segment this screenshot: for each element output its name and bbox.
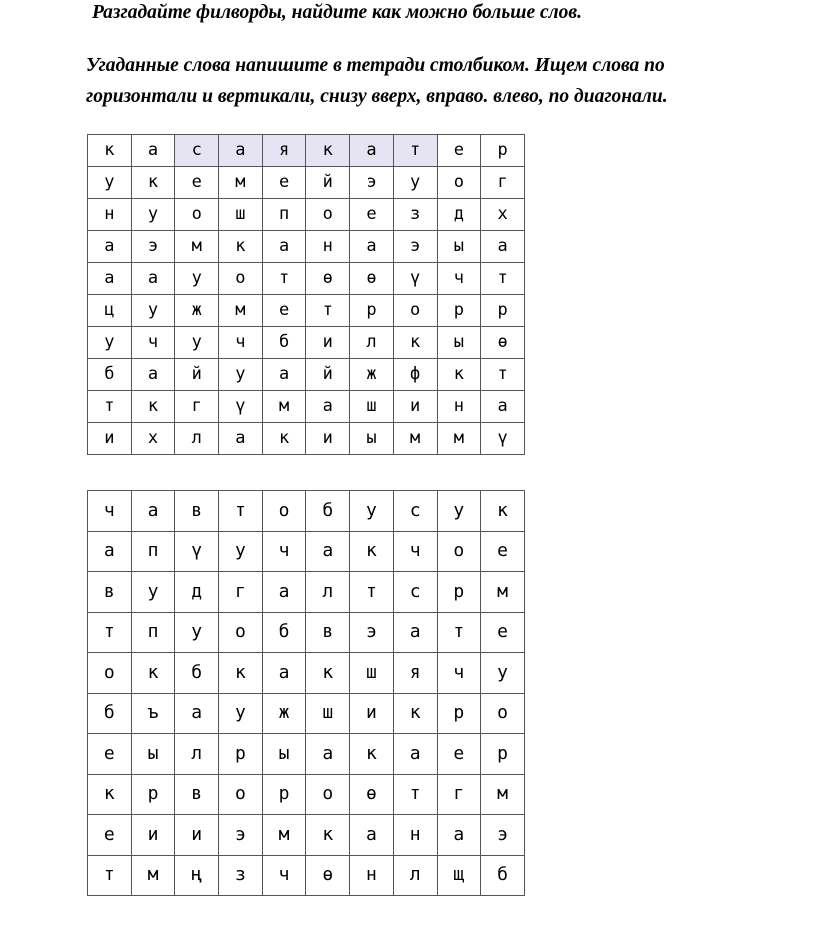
grid-cell[interactable]: а: [437, 815, 481, 856]
grid-cell[interactable]: о: [88, 653, 132, 694]
grid-cell[interactable]: а: [393, 734, 437, 775]
grid-cell[interactable]: о: [219, 774, 263, 815]
grid-cell[interactable]: п: [131, 531, 175, 572]
grid-cell[interactable]: к: [350, 531, 394, 572]
grid-cell[interactable]: е: [350, 199, 394, 231]
grid-row: [88, 263, 525, 295]
grid-cell[interactable]: я: [262, 135, 306, 167]
grid-cell[interactable]: а: [262, 572, 306, 613]
grid-cell[interactable]: у: [219, 693, 263, 734]
grid-cell[interactable]: о: [175, 199, 219, 231]
grid-cell[interactable]: в: [306, 612, 350, 653]
grid-cell[interactable]: е: [262, 295, 306, 327]
grid-cell[interactable]: ө: [350, 263, 394, 295]
grid-cell[interactable]: д: [437, 199, 481, 231]
grid-cell[interactable]: р: [219, 734, 263, 775]
grid-cell[interactable]: а: [88, 231, 132, 263]
grid-cell[interactable]: ы: [131, 734, 175, 775]
grid-cell[interactable]: б: [88, 359, 132, 391]
grid-cell[interactable]: м: [175, 231, 219, 263]
grid-row: [88, 359, 525, 391]
grid-cell[interactable]: ч: [437, 653, 481, 694]
grid-cell[interactable]: к: [131, 391, 175, 423]
grid-row: [88, 135, 525, 167]
grid-cell[interactable]: п: [131, 612, 175, 653]
grid-cell[interactable]: м: [219, 295, 263, 327]
grid-cell[interactable]: й: [175, 359, 219, 391]
grid-cell[interactable]: м: [437, 423, 481, 455]
grid-cell[interactable]: п: [262, 199, 306, 231]
grid-cell[interactable]: б: [306, 491, 350, 532]
word-search-grid-1: [87, 134, 525, 455]
grid-cell[interactable]: э: [393, 231, 437, 263]
grid-cell[interactable]: а: [481, 391, 525, 423]
grid-cell[interactable]: ң: [175, 855, 219, 896]
grid-cell[interactable]: к: [393, 327, 437, 359]
grid-cell[interactable]: н: [393, 815, 437, 856]
grid-cell[interactable]: м: [481, 572, 525, 613]
grid-row: [88, 531, 525, 572]
grid-cell[interactable]: к: [219, 653, 263, 694]
grid-cell[interactable]: т: [88, 855, 132, 896]
grid-cell[interactable]: у: [131, 295, 175, 327]
grid-cell[interactable]: н: [437, 391, 481, 423]
grid-cell[interactable]: ц: [88, 295, 132, 327]
grid-cell[interactable]: ч: [88, 491, 132, 532]
grid-cell[interactable]: у: [175, 327, 219, 359]
grid-cell[interactable]: м: [262, 815, 306, 856]
grid-cell[interactable]: и: [306, 327, 350, 359]
grid-row: [88, 653, 525, 694]
grid-cell[interactable]: л: [393, 855, 437, 896]
grid-cell[interactable]: г: [481, 167, 525, 199]
grid-cell[interactable]: т: [481, 263, 525, 295]
grid-cell[interactable]: к: [88, 774, 132, 815]
grid-row: [88, 231, 525, 263]
grid-cell[interactable]: а: [219, 135, 263, 167]
grid-cell[interactable]: ү: [175, 531, 219, 572]
grid-cell[interactable]: у: [219, 531, 263, 572]
grid-cell[interactable]: м: [219, 167, 263, 199]
grid-cell[interactable]: б: [88, 693, 132, 734]
grid-cell[interactable]: у: [481, 653, 525, 694]
grid-cell[interactable]: г: [175, 391, 219, 423]
grid-cell[interactable]: а: [175, 693, 219, 734]
grid-cell[interactable]: т: [88, 391, 132, 423]
grid-row: [88, 327, 525, 359]
grid-cell[interactable]: а: [306, 734, 350, 775]
grid-cell[interactable]: а: [131, 359, 175, 391]
grid-cell[interactable]: в: [175, 774, 219, 815]
grid-row: [88, 423, 525, 455]
grid-cell[interactable]: о: [306, 774, 350, 815]
grid-cell[interactable]: ү: [219, 391, 263, 423]
grid-cell[interactable]: т: [350, 572, 394, 613]
grid-cell[interactable]: и: [88, 423, 132, 455]
grid-cell[interactable]: м: [481, 774, 525, 815]
grid-cell[interactable]: и: [306, 423, 350, 455]
grid-cell[interactable]: ы: [437, 327, 481, 359]
grid-cell[interactable]: ү: [481, 423, 525, 455]
grid-cell[interactable]: о: [306, 199, 350, 231]
grid-cell[interactable]: р: [131, 774, 175, 815]
grid-cell[interactable]: у: [131, 199, 175, 231]
grid-cell[interactable]: ө: [306, 855, 350, 896]
grid-cell[interactable]: ө: [350, 774, 394, 815]
grid-cell[interactable]: к: [437, 359, 481, 391]
grid-row: [88, 693, 525, 734]
grid-cell[interactable]: ү: [393, 263, 437, 295]
grid-cell[interactable]: ж: [262, 693, 306, 734]
grid-cell[interactable]: к: [131, 167, 175, 199]
grid-cell[interactable]: я: [393, 653, 437, 694]
grid-cell[interactable]: э: [131, 231, 175, 263]
grid-cell[interactable]: з: [219, 855, 263, 896]
grid-cell[interactable]: о: [262, 491, 306, 532]
grid-cell[interactable]: ч: [262, 531, 306, 572]
grid-cell[interactable]: л: [175, 734, 219, 775]
grid-cell[interactable]: к: [88, 135, 132, 167]
grid-cell[interactable]: с: [175, 135, 219, 167]
grid-cell[interactable]: л: [350, 327, 394, 359]
grid-cell[interactable]: р: [481, 295, 525, 327]
grid-cell[interactable]: о: [437, 531, 481, 572]
grid-row: [88, 391, 525, 423]
grid-cell[interactable]: а: [88, 263, 132, 295]
grid-cell[interactable]: э: [481, 815, 525, 856]
grid-cell[interactable]: а: [262, 231, 306, 263]
grid-row: [88, 815, 525, 856]
grid-cell[interactable]: а: [262, 359, 306, 391]
grid-row: [88, 572, 525, 613]
grid-cell[interactable]: у: [88, 327, 132, 359]
grid-cell[interactable]: к: [306, 135, 350, 167]
grid-cell[interactable]: е: [88, 734, 132, 775]
grid-cell[interactable]: ы: [437, 231, 481, 263]
grid-cell[interactable]: р: [481, 734, 525, 775]
grid-row: [88, 734, 525, 775]
grid-cell[interactable]: ж: [175, 295, 219, 327]
grid-cell[interactable]: у: [219, 359, 263, 391]
grid-cell[interactable]: у: [350, 491, 394, 532]
grid-cell[interactable]: й: [306, 359, 350, 391]
grid-cell[interactable]: а: [306, 531, 350, 572]
grid-cell[interactable]: с: [393, 491, 437, 532]
grid-cell[interactable]: с: [393, 572, 437, 613]
grid-cell[interactable]: а: [306, 391, 350, 423]
grid-cell[interactable]: е: [481, 531, 525, 572]
grid-cell[interactable]: б: [262, 612, 306, 653]
grid-cell[interactable]: р: [437, 295, 481, 327]
grid-cell[interactable]: т: [306, 295, 350, 327]
grid-cell[interactable]: о: [481, 693, 525, 734]
grid-cell[interactable]: а: [350, 815, 394, 856]
grid-cell[interactable]: х: [481, 199, 525, 231]
grid-row: [88, 612, 525, 653]
grid-row: [88, 491, 525, 532]
grid-cell[interactable]: у: [131, 572, 175, 613]
grid-cell[interactable]: е: [88, 815, 132, 856]
grid-cell[interactable]: н: [306, 231, 350, 263]
grid-cell[interactable]: ш: [219, 199, 263, 231]
grid-cell[interactable]: м: [131, 855, 175, 896]
grid-row: [88, 167, 525, 199]
grid-cell[interactable]: т: [219, 491, 263, 532]
grid-cell[interactable]: в: [88, 572, 132, 613]
grid-cell[interactable]: а: [393, 612, 437, 653]
grid-cell[interactable]: р: [437, 572, 481, 613]
grid-cell[interactable]: ш: [306, 693, 350, 734]
grid-cell[interactable]: ъ: [131, 693, 175, 734]
grid-cell[interactable]: т: [88, 612, 132, 653]
grid-row: [88, 774, 525, 815]
grid-cell[interactable]: д: [175, 572, 219, 613]
grid-cell[interactable]: а: [350, 231, 394, 263]
grid-cell[interactable]: и: [350, 693, 394, 734]
grid-cell[interactable]: э: [350, 167, 394, 199]
page-heading: Разгадайте филворды, найдите как можно больше слов.: [92, 2, 583, 23]
grid-cell[interactable]: у: [393, 167, 437, 199]
grid-cell[interactable]: е: [481, 612, 525, 653]
grid-cell[interactable]: у: [175, 612, 219, 653]
grid-cell[interactable]: л: [175, 423, 219, 455]
grid-row: [88, 855, 525, 896]
grid-cell[interactable]: б: [262, 327, 306, 359]
grid-cell[interactable]: ч: [262, 855, 306, 896]
grid-cell[interactable]: ч: [219, 327, 263, 359]
grid-cell[interactable]: к: [306, 653, 350, 694]
grid-cell[interactable]: а: [88, 531, 132, 572]
instructions-line-2: горизонтали и вертикали, снизу вверх, вправо. влево, по диагонали.: [86, 86, 668, 107]
grid-cell[interactable]: о: [393, 295, 437, 327]
grid-cell[interactable]: к: [306, 815, 350, 856]
grid-cell[interactable]: и: [175, 815, 219, 856]
grid-cell[interactable]: ш: [350, 391, 394, 423]
grid-cell[interactable]: н: [88, 199, 132, 231]
grid-cell[interactable]: г: [219, 572, 263, 613]
grid-cell[interactable]: ж: [350, 359, 394, 391]
grid-cell[interactable]: ы: [350, 423, 394, 455]
word-search-grid-2: [87, 490, 525, 896]
grid-cell[interactable]: у: [175, 263, 219, 295]
grid-cell[interactable]: и: [393, 391, 437, 423]
grid-cell[interactable]: е: [437, 135, 481, 167]
grid-cell[interactable]: ф: [393, 359, 437, 391]
grid-cell[interactable]: з: [393, 199, 437, 231]
grid-cell[interactable]: э: [219, 815, 263, 856]
grid-cell[interactable]: о: [437, 167, 481, 199]
grid-cell[interactable]: к: [350, 734, 394, 775]
grid-cell[interactable]: к: [262, 423, 306, 455]
grid-cell[interactable]: ө: [306, 263, 350, 295]
grid-cell[interactable]: к: [393, 693, 437, 734]
grid-cell[interactable]: к: [481, 491, 525, 532]
grid-row: [88, 199, 525, 231]
grid-cell[interactable]: э: [350, 612, 394, 653]
grid-cell[interactable]: а: [481, 231, 525, 263]
grid-cell[interactable]: о: [219, 263, 263, 295]
grid-cell[interactable]: в: [175, 491, 219, 532]
grid-cell[interactable]: г: [437, 774, 481, 815]
grid-cell[interactable]: б: [481, 855, 525, 896]
grid-cell[interactable]: а: [350, 135, 394, 167]
grid-cell[interactable]: м: [262, 391, 306, 423]
grid-cell[interactable]: т: [437, 612, 481, 653]
grid-cell[interactable]: а: [131, 135, 175, 167]
grid-cell[interactable]: а: [219, 423, 263, 455]
grid-cell[interactable]: у: [88, 167, 132, 199]
grid-cell[interactable]: р: [481, 135, 525, 167]
grid-cell[interactable]: ч: [131, 327, 175, 359]
grid-cell[interactable]: к: [131, 653, 175, 694]
grid-cell[interactable]: о: [219, 612, 263, 653]
grid-cell[interactable]: м: [393, 423, 437, 455]
grid-cell[interactable]: ч: [437, 263, 481, 295]
grid-cell[interactable]: е: [175, 167, 219, 199]
grid-cell[interactable]: и: [131, 815, 175, 856]
grid-row: [88, 295, 525, 327]
grid-cell[interactable]: й: [306, 167, 350, 199]
grid-cell[interactable]: т: [393, 774, 437, 815]
grid-cell[interactable]: р: [437, 693, 481, 734]
grid-cell[interactable]: а: [131, 491, 175, 532]
instructions-line-1: Угаданные слова напишите в тетради столбиком. Ищем слова по: [86, 55, 665, 76]
grid-cell[interactable]: ы: [262, 734, 306, 775]
grid-cell[interactable]: ө: [481, 327, 525, 359]
grid-cell[interactable]: т: [262, 263, 306, 295]
grid-cell[interactable]: к: [219, 231, 263, 263]
grid-cell[interactable]: б: [175, 653, 219, 694]
grid-cell[interactable]: а: [262, 653, 306, 694]
grid-cell[interactable]: ч: [393, 531, 437, 572]
grid-cell[interactable]: н: [350, 855, 394, 896]
grid-cell[interactable]: р: [350, 295, 394, 327]
grid-cell[interactable]: х: [131, 423, 175, 455]
grid-cell[interactable]: у: [437, 491, 481, 532]
grid-cell[interactable]: е: [262, 167, 306, 199]
grid-cell[interactable]: е: [437, 734, 481, 775]
grid-cell[interactable]: л: [306, 572, 350, 613]
grid-cell[interactable]: р: [262, 774, 306, 815]
grid-cell[interactable]: т: [481, 359, 525, 391]
grid-cell[interactable]: а: [131, 263, 175, 295]
grid-cell[interactable]: щ: [437, 855, 481, 896]
grid-cell[interactable]: ш: [350, 653, 394, 694]
grid-cell[interactable]: т: [393, 135, 437, 167]
